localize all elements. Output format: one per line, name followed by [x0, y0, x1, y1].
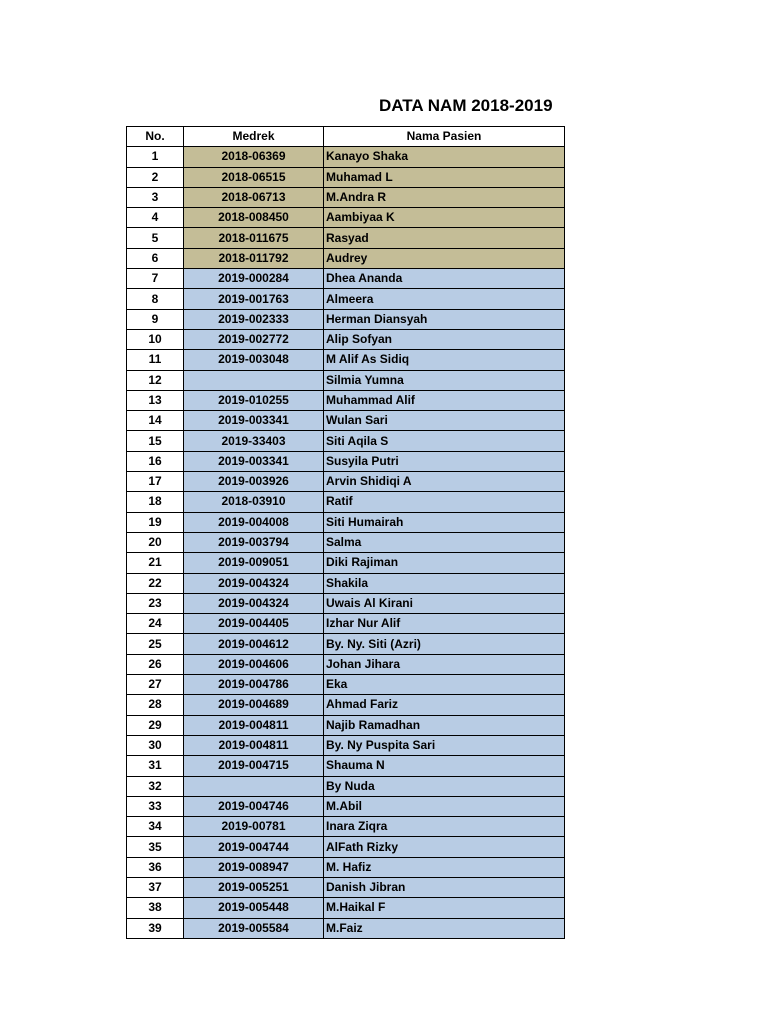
table-row: [127, 269, 565, 289]
cell-nama-pasien: Audrey: [324, 248, 565, 268]
cell-no: 31: [127, 756, 184, 776]
cell-nama-pasien: Susyila Putri: [324, 451, 565, 471]
patient-table: [126, 126, 565, 939]
cell-medrek: 2019-010255: [184, 390, 324, 410]
table-row: [127, 167, 565, 187]
cell-medrek: 2019-004405: [184, 614, 324, 634]
header-medrek: Medrek: [184, 127, 324, 147]
cell-medrek: 2019-008947: [184, 857, 324, 877]
cell-medrek: 2019-004786: [184, 675, 324, 695]
cell-no: 36: [127, 857, 184, 877]
cell-nama-pasien: Najib Ramadhan: [324, 715, 565, 735]
cell-no: 18: [127, 492, 184, 512]
cell-medrek: 2019-002772: [184, 329, 324, 349]
cell-no: 8: [127, 289, 184, 309]
cell-nama-pasien: By. Ny Puspita Sari: [324, 735, 565, 755]
table-row: [127, 248, 565, 268]
cell-nama-pasien: Silmia Yumna: [324, 370, 565, 390]
cell-nama-pasien: Salma: [324, 532, 565, 552]
table-row: [127, 411, 565, 431]
table-row: [127, 776, 565, 796]
table-row: [127, 634, 565, 654]
table-row: [127, 837, 565, 857]
cell-medrek: 2019-005251: [184, 877, 324, 897]
cell-no: 39: [127, 918, 184, 938]
table-row: [127, 289, 565, 309]
cell-no: 11: [127, 350, 184, 370]
cell-nama-pasien: M.Haikal F: [324, 898, 565, 918]
cell-no: 13: [127, 390, 184, 410]
cell-no: 28: [127, 695, 184, 715]
table-row: [127, 573, 565, 593]
table-row: [127, 857, 565, 877]
cell-no: 26: [127, 654, 184, 674]
cell-medrek: 2019-004811: [184, 735, 324, 755]
cell-medrek: 2019-004606: [184, 654, 324, 674]
cell-no: 1: [127, 147, 184, 167]
cell-no: 6: [127, 248, 184, 268]
cell-no: 25: [127, 634, 184, 654]
cell-nama-pasien: Dhea Ananda: [324, 269, 565, 289]
cell-nama-pasien: Uwais Al Kirani: [324, 593, 565, 613]
table-row: [127, 309, 565, 329]
cell-no: 10: [127, 329, 184, 349]
cell-no: 22: [127, 573, 184, 593]
cell-no: 5: [127, 228, 184, 248]
cell-no: 16: [127, 451, 184, 471]
cell-nama-pasien: Muhamad L: [324, 167, 565, 187]
cell-nama-pasien: By. Ny. Siti (Azri): [324, 634, 565, 654]
table-row: [127, 451, 565, 471]
cell-no: 12: [127, 370, 184, 390]
cell-medrek: [184, 776, 324, 796]
cell-medrek: 2018-06515: [184, 167, 324, 187]
cell-nama-pasien: Ahmad Fariz: [324, 695, 565, 715]
table-row: [127, 817, 565, 837]
table-row: [127, 898, 565, 918]
cell-medrek: 2019-005584: [184, 918, 324, 938]
cell-no: 15: [127, 431, 184, 451]
cell-medrek: 2019-004324: [184, 593, 324, 613]
cell-nama-pasien: Johan Jihara: [324, 654, 565, 674]
cell-medrek: 2019-002333: [184, 309, 324, 329]
cell-medrek: 2018-03910: [184, 492, 324, 512]
cell-nama-pasien: Siti Humairah: [324, 512, 565, 532]
cell-medrek: 2019-004689: [184, 695, 324, 715]
cell-no: 4: [127, 208, 184, 228]
cell-nama-pasien: Siti Aqila S: [324, 431, 565, 451]
cell-nama-pasien: AlFath Rizky: [324, 837, 565, 857]
cell-nama-pasien: M.Faiz: [324, 918, 565, 938]
cell-medrek: 2019-005448: [184, 898, 324, 918]
cell-no: 32: [127, 776, 184, 796]
header-nama-pasien: Nama Pasien: [324, 127, 565, 147]
cell-medrek: 2019-004008: [184, 512, 324, 532]
cell-medrek: 2019-003048: [184, 350, 324, 370]
cell-no: 24: [127, 614, 184, 634]
cell-nama-pasien: Herman Diansyah: [324, 309, 565, 329]
cell-medrek: 2018-06713: [184, 187, 324, 207]
cell-no: 38: [127, 898, 184, 918]
cell-nama-pasien: Wulan Sari: [324, 411, 565, 431]
cell-no: 7: [127, 269, 184, 289]
cell-nama-pasien: Danish Jibran: [324, 877, 565, 897]
cell-no: 34: [127, 817, 184, 837]
table-row: [127, 796, 565, 816]
table-row: [127, 147, 565, 167]
cell-nama-pasien: Arvin Shidiqi A: [324, 472, 565, 492]
cell-nama-pasien: M.Andra R: [324, 187, 565, 207]
cell-medrek: 2019-004715: [184, 756, 324, 776]
cell-nama-pasien: Rasyad: [324, 228, 565, 248]
table-row: [127, 614, 565, 634]
cell-nama-pasien: Alip Sofyan: [324, 329, 565, 349]
table-row: [127, 512, 565, 532]
cell-no: 27: [127, 675, 184, 695]
cell-no: 17: [127, 472, 184, 492]
cell-medrek: 2018-011675: [184, 228, 324, 248]
cell-nama-pasien: Kanayo Shaka: [324, 147, 565, 167]
table-row: [127, 350, 565, 370]
cell-no: 23: [127, 593, 184, 613]
cell-no: 9: [127, 309, 184, 329]
table-row: [127, 918, 565, 938]
cell-medrek: 2019-003926: [184, 472, 324, 492]
cell-no: 3: [127, 187, 184, 207]
cell-nama-pasien: Inara Ziqra: [324, 817, 565, 837]
table-row: [127, 877, 565, 897]
table-row: [127, 654, 565, 674]
cell-medrek: 2019-003341: [184, 451, 324, 471]
table-row: [127, 675, 565, 695]
cell-nama-pasien: By Nuda: [324, 776, 565, 796]
cell-medrek: 2019-33403: [184, 431, 324, 451]
cell-medrek: [184, 370, 324, 390]
cell-medrek: 2018-011792: [184, 248, 324, 268]
cell-medrek: 2019-004811: [184, 715, 324, 735]
cell-nama-pasien: M. Hafiz: [324, 857, 565, 877]
cell-nama-pasien: Diki Rajiman: [324, 553, 565, 573]
table-row: [127, 553, 565, 573]
cell-nama-pasien: Ratif: [324, 492, 565, 512]
table-row: [127, 390, 565, 410]
cell-medrek: 2018-06369: [184, 147, 324, 167]
table-row: [127, 187, 565, 207]
cell-medrek: 2018-008450: [184, 208, 324, 228]
cell-medrek: 2019-003341: [184, 411, 324, 431]
cell-nama-pasien: Eka: [324, 675, 565, 695]
cell-nama-pasien: Almeera: [324, 289, 565, 309]
cell-nama-pasien: M.Abil: [324, 796, 565, 816]
table-row: [127, 756, 565, 776]
cell-no: 2: [127, 167, 184, 187]
cell-no: 30: [127, 735, 184, 755]
table-row: [127, 735, 565, 755]
cell-no: 14: [127, 411, 184, 431]
table-row: [127, 472, 565, 492]
cell-medrek: 2019-004746: [184, 796, 324, 816]
cell-no: 37: [127, 877, 184, 897]
cell-nama-pasien: Shakila: [324, 573, 565, 593]
table-row: [127, 532, 565, 552]
cell-medrek: 2019-00781: [184, 817, 324, 837]
header-no: No.: [127, 127, 184, 147]
table-row: [127, 208, 565, 228]
table-row: [127, 593, 565, 613]
cell-no: 21: [127, 553, 184, 573]
cell-medrek: 2019-004612: [184, 634, 324, 654]
cell-nama-pasien: Aambiyaa K: [324, 208, 565, 228]
table-row: [127, 715, 565, 735]
header-row: [127, 127, 565, 147]
table-row: [127, 329, 565, 349]
cell-nama-pasien: M Alif As Sidiq: [324, 350, 565, 370]
cell-no: 19: [127, 512, 184, 532]
table-body: [127, 147, 565, 939]
cell-medrek: 2019-000284: [184, 269, 324, 289]
cell-medrek: 2019-001763: [184, 289, 324, 309]
cell-nama-pasien: Muhammad Alif: [324, 390, 565, 410]
cell-medrek: 2019-004324: [184, 573, 324, 593]
table-header: [127, 127, 565, 147]
cell-no: 20: [127, 532, 184, 552]
cell-medrek: 2019-004744: [184, 837, 324, 857]
table-row: [127, 370, 565, 390]
cell-no: 33: [127, 796, 184, 816]
cell-medrek: 2019-003794: [184, 532, 324, 552]
page-title: DATA NAM 2018-2019: [379, 96, 553, 115]
cell-medrek: 2019-009051: [184, 553, 324, 573]
table-row: [127, 492, 565, 512]
table-row: [127, 431, 565, 451]
cell-no: 29: [127, 715, 184, 735]
table-row: [127, 695, 565, 715]
cell-nama-pasien: Izhar Nur Alif: [324, 614, 565, 634]
table-row: [127, 228, 565, 248]
cell-no: 35: [127, 837, 184, 857]
cell-nama-pasien: Shauma N: [324, 756, 565, 776]
